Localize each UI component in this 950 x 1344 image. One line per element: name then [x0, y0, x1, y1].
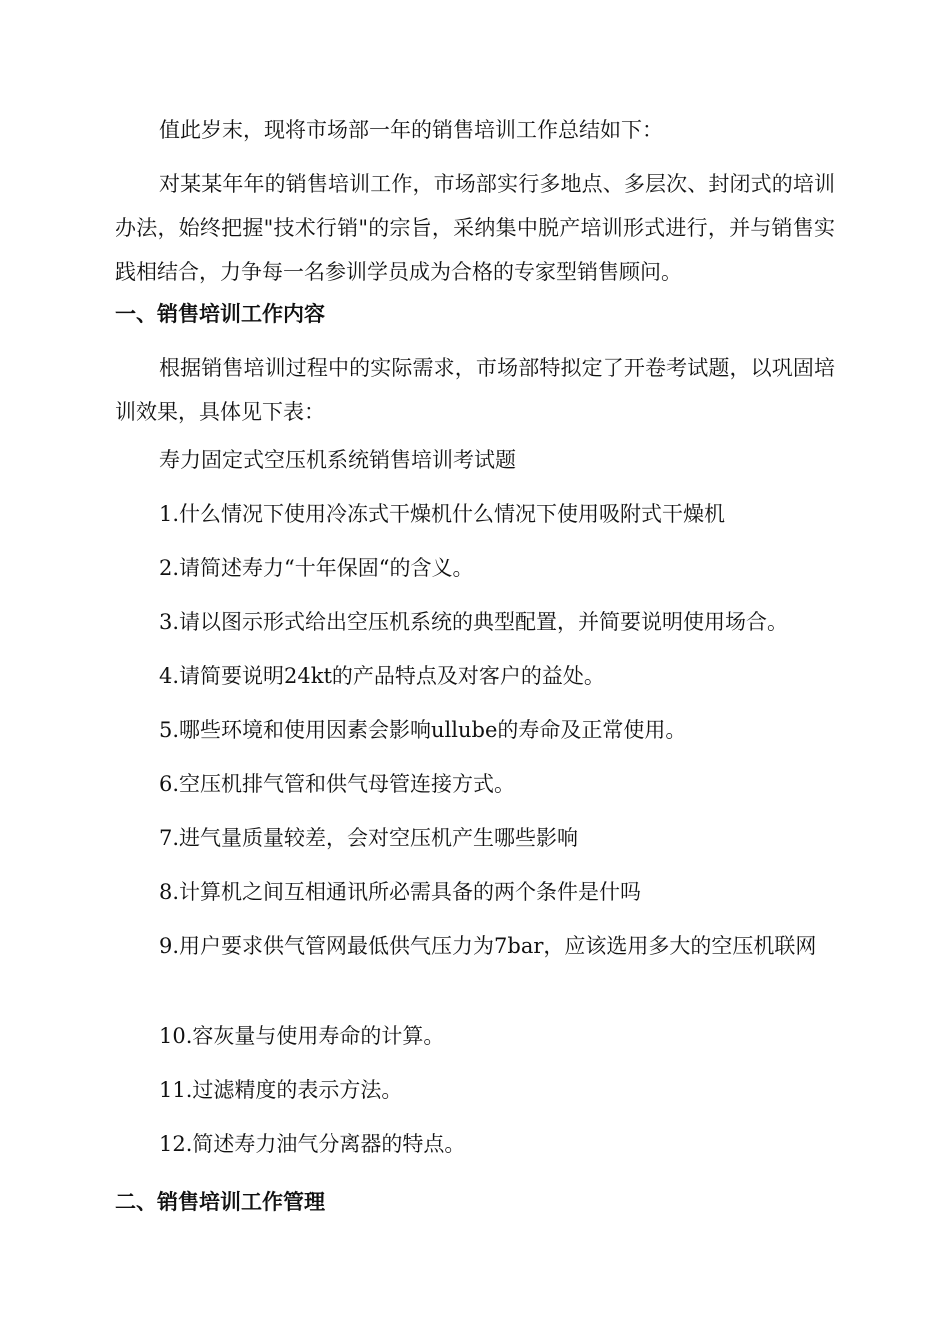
question-item: 11.过滤精度的表示方法。	[159, 1078, 403, 1102]
question-item: 9.用户要求供气管网最低供气压力为7bar，应该选用多大的空压机联网	[159, 934, 817, 958]
question-item: 4.请简要说明24kt的产品特点及对客户的益处。	[159, 664, 605, 688]
exam-intro-paragraph: 根据销售培训过程中的实际需求，市场部特拟定了开卷考试题，以巩固培训效果，具体见下表：	[115, 356, 835, 424]
question-item: 3.请以图示形式给出空压机系统的典型配置，并简要说明使用场合。	[159, 610, 789, 634]
question-item: 6.空压机排气管和供气母管连接方式。	[159, 772, 516, 796]
question-item: 10.容灰量与使用寿命的计算。	[159, 1024, 445, 1048]
summary-paragraph: 对某某年年的销售培训工作，市场部实行多地点、多层次、封闭式的培训办法，始终把握"技术行销"的宗旨，采纳集中脱产培训形式进行，并与销售实践相结合，力争每一名参训学员成为合格的专家型销售顾问。	[115, 172, 835, 284]
question-item: 7.进气量质量较差，会对空压机产生哪些影响	[159, 826, 579, 850]
intro-paragraph: 值此岁末，现将市场部一年的销售培训工作总结如下：	[159, 118, 663, 142]
section-heading-content: 一、销售培训工作内容	[115, 302, 325, 326]
section-heading-management: 二、销售培训工作管理	[115, 1190, 325, 1214]
question-item: 1.什么情况下使用冷冻式干燥机什么情况下使用吸附式干燥机	[159, 502, 726, 526]
question-item: 5.哪些环境和使用因素会影响ullube的寿命及正常使用。	[159, 718, 687, 742]
question-item: 8.计算机之间互相通讯所必需具备的两个条件是什吗	[159, 880, 642, 904]
question-item: 12.简述寿力油气分离器的特点。	[159, 1132, 466, 1156]
question-item: 2.请简述寿力“十年保固“的含义。	[159, 556, 474, 580]
exam-title: 寿力固定式空压机系统销售培训考试题	[159, 448, 516, 472]
